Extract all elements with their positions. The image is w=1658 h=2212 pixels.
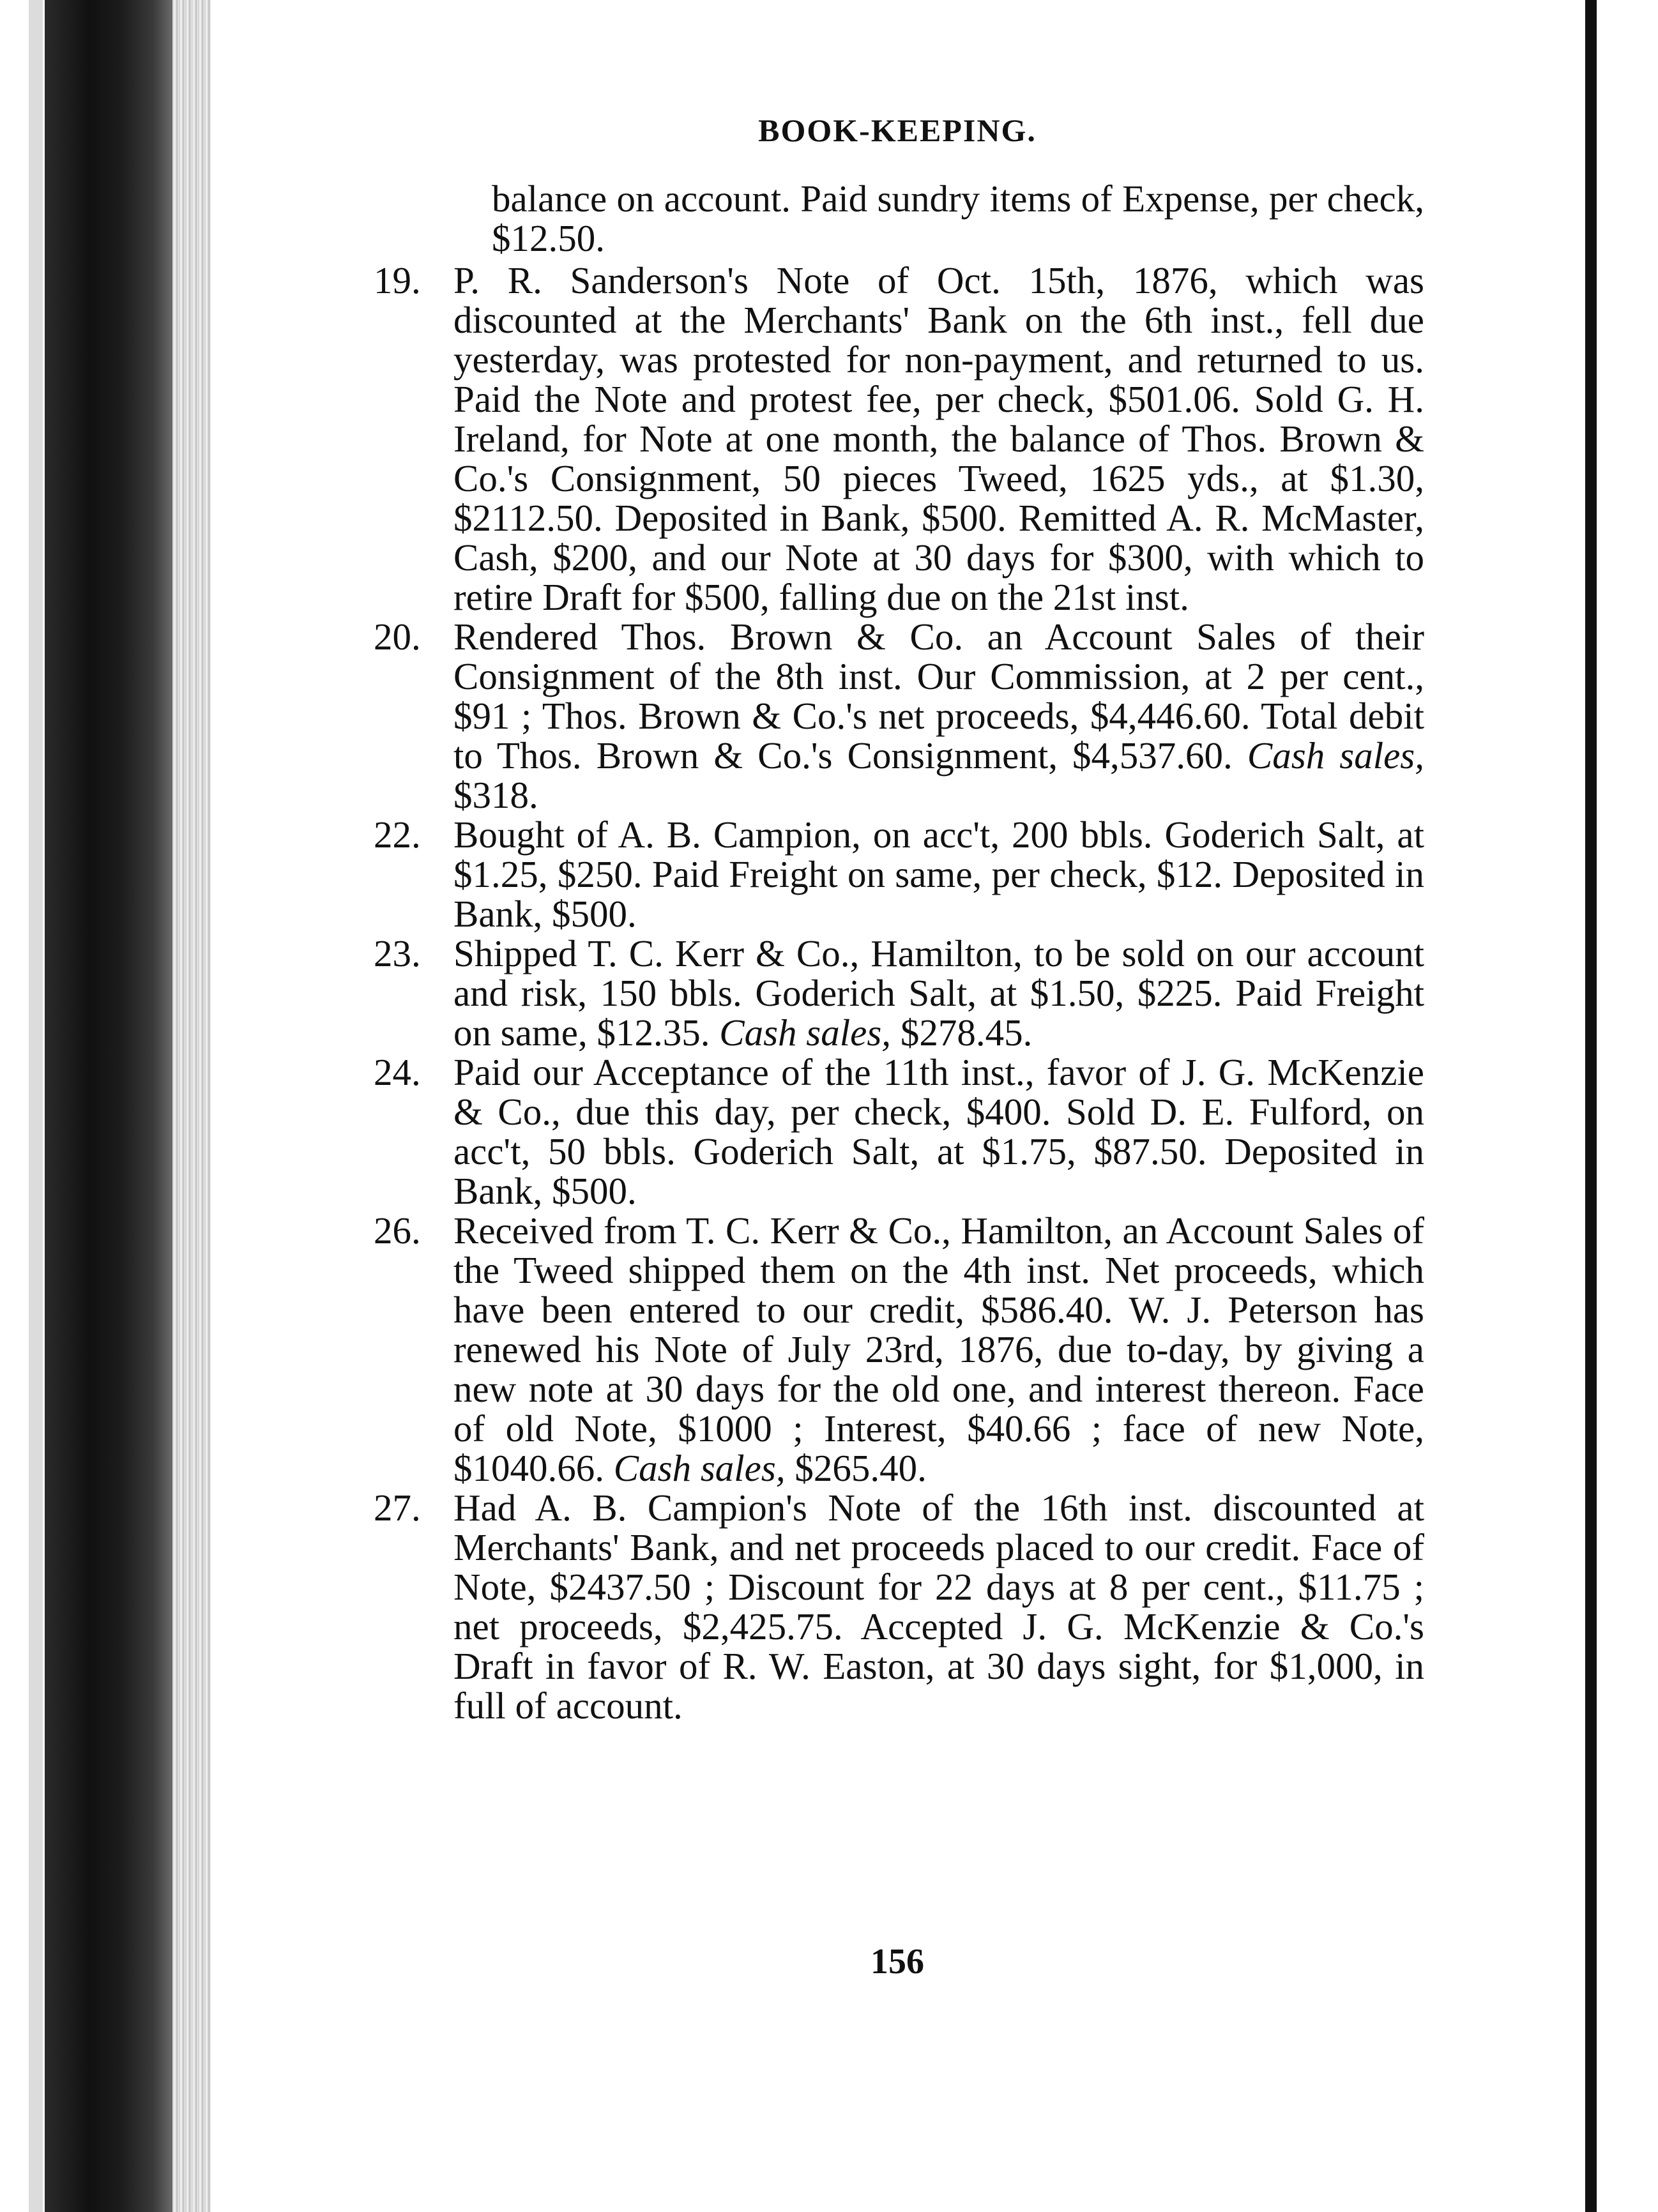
entry-day: 19. (374, 259, 421, 301)
entry-day: 24. (374, 1051, 421, 1093)
entry-text: Shipped T. C. Kerr & Co., Hamilton, to be sold on our account and risk, 150 bbls. Goderich Salt, at $1.50, $225. Paid Freight on same, $12.35. (453, 932, 1424, 1054)
entry-22 (338, 815, 1424, 934)
book-spine (45, 0, 172, 2212)
entry-day: 27. (374, 1487, 421, 1529)
entry-20 (338, 617, 1424, 815)
entry-text: P. R. Sanderson's Note of Oct. 15th, 1876, which was discounted at the Merchants' Bank on the 6th inst., fell due yesterday, was protested for non-payment, and returned to us. Paid the Note and protest fee, per check, $501.06. Sold G. H. Ireland, for Note at one month, the balance of Thos. Brown & Co.'s Consignment, 50 pieces Tweed, 1625 yds., at $1.30, $2112.50. Deposited in Bank, $500. Remitted A. R. McMaster, Cash, $200, and our Note at 30 days for $300, with which to retire Draft for $500, falling due on the 21st inst. (453, 259, 1424, 618)
entry-day: 26. (374, 1209, 421, 1252)
entry-24 (338, 1052, 1424, 1211)
entry-text: Paid our Acceptance of the 11th inst., favor of J. G. McKenzie & Co., due this day, per check, $400. Sold D. E. Fulford, on acc't, 50 bbls. Goderich Salt, at $1.75, $87.50. Deposited in Bank, $500. (453, 1051, 1424, 1212)
book-page (211, 0, 1584, 2212)
entry-day: 20. (374, 616, 421, 658)
journal-text (338, 179, 1424, 1725)
entry-23 (338, 934, 1424, 1052)
entry-body (338, 1211, 1424, 1488)
entry-day: 23. (374, 932, 421, 974)
running-head: BOOK-KEEPING. (758, 112, 1037, 148)
cash-sales-label: Cash sales, (1247, 734, 1424, 776)
page-edges (172, 0, 211, 2212)
continuation-text: balance on account. Paid sundry items of Expense, per check, $12.50. (492, 178, 1424, 259)
entry-text: Received from T. C. Kerr & Co., Hamilton, an Account Sales of the Tweed shipped them on the 4th inst. Net proceeds, which have been entered to our credit, $586.40. W. J. Peterson has renewed his Note of July 23rd, 1876, due to-day, by giving a new note at 30 days for the old one, and interest thereon. Face of old Note, $1000 ; Interest, $40.66 ; face of new Note, $1040.66. (453, 1209, 1424, 1489)
entry-body (338, 934, 1424, 1052)
cash-sales-value: $265.40. (795, 1447, 927, 1489)
scan-strip (29, 0, 43, 2212)
scan-border-right (1585, 0, 1597, 2212)
entry-text: Rendered Thos. Brown & Co. an Account Sales of their Consignment of the 8th inst. Our Commission, at 2 per cent., $91 ; Thos. Brown & Co.'s net proceeds, $4,446.60. Total debit to Thos. Brown & Co.'s Consignment, $4,537.60. (453, 616, 1424, 776)
entry-text: Had A. B. Campion's Note of the 16th inst. discounted at Merchants' Bank, and net proceeds placed to our credit. Face of Note, $2437.50 ; Discount for 22 days at 8 per cent., $11.75 ; net proceeds, $2,425.75. Accepted J. G. McKenzie & Co.'s Draft in favor of R. W. Easton, at 30 days sight, for $1,000, in full of account. (453, 1487, 1424, 1727)
cash-sales-value: $278.45. (900, 1011, 1033, 1054)
entry-26 (338, 1211, 1424, 1488)
entry-27 (338, 1488, 1424, 1725)
entry-19 (338, 261, 1424, 617)
entry-body (338, 617, 1424, 815)
scan-margin-right (1607, 0, 1658, 2212)
page-number: 156 (871, 1942, 924, 1981)
cash-sales-value: $318. (453, 774, 538, 816)
cash-sales-label: Cash sales, (719, 1011, 892, 1054)
entry-text: Bought of A. B. Campion, on acc't, 200 bbls. Goderich Salt, at $1.25, $250. Paid Freight on same, per check, $12. Deposited in Bank, $500. (453, 814, 1424, 935)
entry-day: 22. (374, 814, 421, 856)
cash-sales-label: Cash sales, (613, 1447, 786, 1489)
